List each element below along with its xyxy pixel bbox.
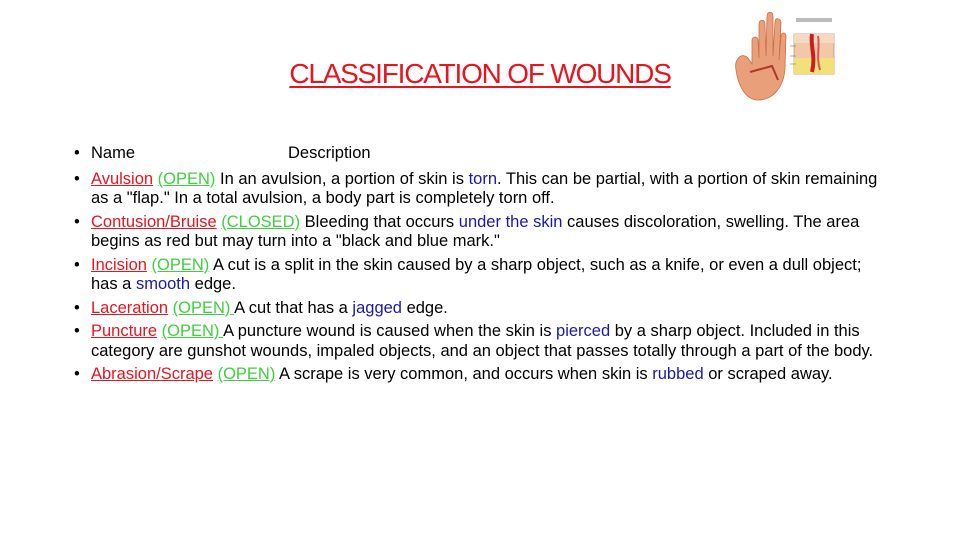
list-header-row <box>72 144 892 164</box>
list-item-contusion <box>72 213 892 252</box>
wound-term: Avulsion <box>91 169 154 188</box>
slide-title: CLASSIFICATION OF WOUNDS <box>289 58 671 89</box>
wound-description: A scrape is very common, and occurs when skin is <box>275 365 653 383</box>
wound-description: A puncture wound is caused when the skin is <box>223 322 557 340</box>
wound-term: Contusion/Bruise <box>91 212 217 231</box>
wound-description: A cut is a split in the skin caused by a sharp object, such as a knife, or even a dull object; has a <box>91 255 862 293</box>
wound-type: (OPEN) <box>161 322 224 340</box>
name-column-header: Name <box>91 144 136 162</box>
keyword: pierced <box>556 322 611 340</box>
wound-type: (OPEN) <box>151 255 210 274</box>
hand-wound-illustration-icon <box>728 6 840 106</box>
list-item-puncture <box>72 322 892 361</box>
list-item-avulsion <box>72 170 892 209</box>
wound-type: (CLOSED) <box>221 212 301 231</box>
wound-description-rest: or scraped away. <box>703 365 833 383</box>
keyword: rubbed <box>652 365 704 383</box>
wound-term: Puncture <box>91 322 158 340</box>
list-item-abrasion <box>72 365 892 385</box>
wound-description-rest: . This can be partial, with a portion of skin remaining as a "flap." In a total avulsion, a body part is completely torn off. <box>91 169 878 207</box>
wound-description-rest: edge. <box>401 298 448 317</box>
list-item-laceration <box>72 299 892 319</box>
list-item-incision <box>72 256 892 295</box>
wound-classification-list <box>72 144 892 389</box>
wound-description-rest: causes discoloration, swelling. The area begins as red but may turn into a "black and blue mark." <box>91 212 860 250</box>
wound-description: A cut that has a <box>234 298 353 317</box>
wound-type: (OPEN) <box>172 298 235 317</box>
wound-term: Laceration <box>91 298 169 317</box>
wound-type: (OPEN) <box>217 365 276 383</box>
wound-term: Abrasion/Scrape <box>91 365 213 383</box>
keyword: under the skin <box>458 212 563 231</box>
wound-type: (OPEN) <box>157 169 216 188</box>
description-column-header: Description <box>288 144 371 162</box>
wound-description: Bleeding that occurs <box>300 212 459 231</box>
wound-description: In an avulsion, a portion of skin is <box>215 169 469 188</box>
wound-term: Incision <box>91 255 147 274</box>
keyword: torn <box>468 169 497 188</box>
keyword: smooth <box>135 275 191 293</box>
wound-description-rest: by a sharp object. Included in this category are gunshot wounds, impaled objects, and an object that passes totally through a part of the body. <box>91 322 874 360</box>
keyword: jagged <box>352 298 402 317</box>
wound-description-rest: edge. <box>190 275 236 293</box>
